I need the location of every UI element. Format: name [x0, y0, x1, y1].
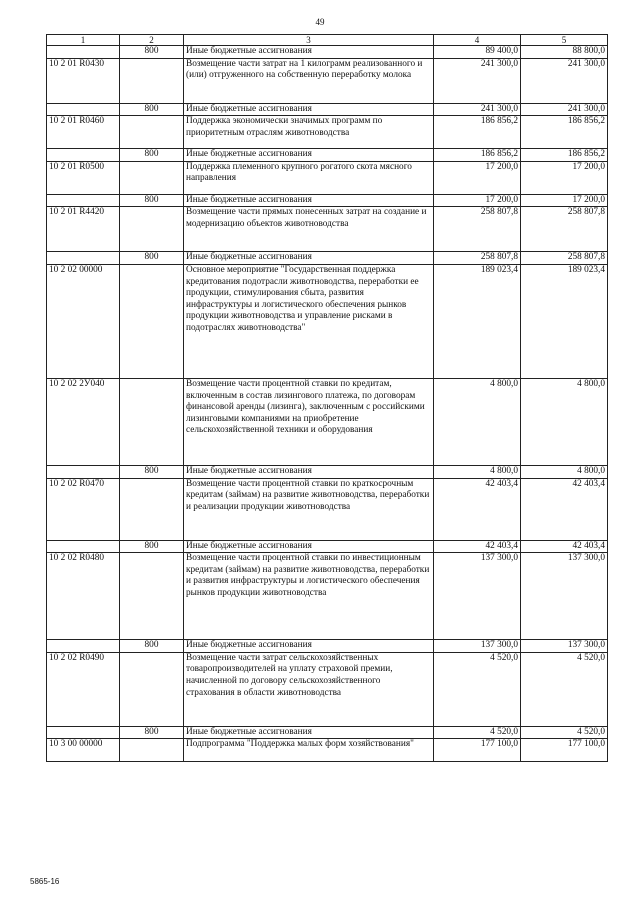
- amount-col4-cell: 189 023,4: [434, 264, 521, 378]
- amount-col4-cell: 137 300,0: [434, 640, 521, 653]
- expense-type-cell: [120, 58, 184, 103]
- name-cell: Подпрограмма "Поддержка малых форм хозяйствования": [184, 739, 434, 762]
- name-cell: Иные бюджетные ассигнования: [184, 46, 434, 59]
- amount-col4-cell: 4 520,0: [434, 726, 521, 739]
- name-cell: Иные бюджетные ассигнования: [184, 640, 434, 653]
- name-cell: Возмещение части затрат сельскохозяйственных товаропроизводителей на уплату страховой премии, начисленной по договору сельскохозяйственного страхования в области животноводства: [184, 652, 434, 726]
- column-header-1: 1: [47, 35, 120, 46]
- amount-col4-cell: 186 856,2: [434, 149, 521, 162]
- amount-col5-cell: 88 800,0: [521, 46, 608, 59]
- code-cell: [47, 726, 120, 739]
- name-cell: Возмещение части затрат на 1 килограмм реализованного и (или) отгруженного на собственную переработку молока: [184, 58, 434, 103]
- name-cell: Возмещение части прямых понесенных затрат на создание и модернизацию объектов животноводства: [184, 207, 434, 252]
- amount-col5-cell: 241 300,0: [521, 103, 608, 116]
- code-cell: [47, 46, 120, 59]
- code-cell: 10 2 02 R0470: [47, 478, 120, 540]
- code-cell: [47, 103, 120, 116]
- name-cell: Возмещение части процентной ставки по кредитам, включенным в состав лизингового платежа, по договорам финансовой аренды (лизинга), заключенным с российскими лизинговыми компаниями на приобретение сельскохозяйственной техники и оборудования: [184, 378, 434, 465]
- code-cell: [47, 252, 120, 265]
- table-row: [47, 46, 608, 59]
- expense-type-cell: [120, 161, 184, 194]
- amount-col5-cell: 4 520,0: [521, 726, 608, 739]
- amount-col4-cell: 258 807,8: [434, 252, 521, 265]
- table-row: [47, 264, 608, 378]
- amount-col4-cell: 4 800,0: [434, 378, 521, 465]
- table-row: [47, 540, 608, 553]
- code-cell: 10 2 02 R0490: [47, 652, 120, 726]
- table-row: [47, 103, 608, 116]
- code-cell: 10 2 01 R0430: [47, 58, 120, 103]
- name-cell: Иные бюджетные ассигнования: [184, 540, 434, 553]
- table-row: [47, 739, 608, 762]
- expense-type-cell: [120, 478, 184, 540]
- table-row: [47, 652, 608, 726]
- code-cell: 10 2 02 R0480: [47, 553, 120, 640]
- amount-col5-cell: 17 200,0: [521, 194, 608, 207]
- amount-col4-cell: 4 800,0: [434, 465, 521, 478]
- amount-col4-cell: 17 200,0: [434, 194, 521, 207]
- amount-col5-cell: 177 100,0: [521, 739, 608, 762]
- amount-col4-cell: 241 300,0: [434, 58, 521, 103]
- code-cell: [47, 465, 120, 478]
- expense-type-cell: 800: [120, 540, 184, 553]
- code-cell: [47, 540, 120, 553]
- amount-col5-cell: 17 200,0: [521, 161, 608, 194]
- expense-type-cell: 800: [120, 103, 184, 116]
- table-row: [47, 161, 608, 194]
- amount-col5-cell: 258 807,8: [521, 252, 608, 265]
- amount-col5-cell: 186 856,2: [521, 149, 608, 162]
- name-cell: Возмещение части процентной ставки по инвестиционным кредитам (займам) на развитие животноводства, переработки и развития инфраструктуры и логистического обеспечения рынков продукции животноводства: [184, 553, 434, 640]
- amount-col4-cell: 42 403,4: [434, 540, 521, 553]
- column-header-4: 4: [434, 35, 521, 46]
- column-header-5: 5: [521, 35, 608, 46]
- code-cell: 10 3 00 00000: [47, 739, 120, 762]
- amount-col4-cell: 241 300,0: [434, 103, 521, 116]
- name-cell: Иные бюджетные ассигнования: [184, 194, 434, 207]
- table-row: [47, 378, 608, 465]
- code-cell: 10 2 01 R0500: [47, 161, 120, 194]
- name-cell: Поддержка экономически значимых программ по приоритетным отраслям животноводства: [184, 116, 434, 149]
- amount-col5-cell: 4 520,0: [521, 652, 608, 726]
- column-header-2: 2: [120, 35, 184, 46]
- column-header-3: 3: [184, 35, 434, 46]
- code-cell: 10 2 02 2У040: [47, 378, 120, 465]
- amount-col5-cell: 42 403,4: [521, 540, 608, 553]
- expense-type-cell: 800: [120, 640, 184, 653]
- amount-col5-cell: 42 403,4: [521, 478, 608, 540]
- table-row: [47, 553, 608, 640]
- expense-type-cell: 800: [120, 252, 184, 265]
- amount-col4-cell: 4 520,0: [434, 652, 521, 726]
- amount-col5-cell: 4 800,0: [521, 378, 608, 465]
- expense-type-cell: [120, 116, 184, 149]
- code-cell: [47, 640, 120, 653]
- name-cell: Поддержка племенного крупного рогатого скота мясного направления: [184, 161, 434, 194]
- expense-type-cell: [120, 207, 184, 252]
- amount-col5-cell: 186 856,2: [521, 116, 608, 149]
- header-row: [47, 35, 608, 46]
- amount-col5-cell: 241 300,0: [521, 58, 608, 103]
- amount-col4-cell: 186 856,2: [434, 116, 521, 149]
- amount-col5-cell: 189 023,4: [521, 264, 608, 378]
- name-cell: Иные бюджетные ассигнования: [184, 726, 434, 739]
- code-cell: 10 2 01 R0460: [47, 116, 120, 149]
- code-cell: 10 2 01 R4420: [47, 207, 120, 252]
- amount-col5-cell: 4 800,0: [521, 465, 608, 478]
- table-row: [47, 465, 608, 478]
- table-row: [47, 58, 608, 103]
- table-row: [47, 252, 608, 265]
- amount-col5-cell: 137 300,0: [521, 640, 608, 653]
- expense-type-cell: [120, 652, 184, 726]
- footer-code: 5865-16: [30, 877, 60, 886]
- table-body: [47, 46, 608, 762]
- amount-col4-cell: 137 300,0: [434, 553, 521, 640]
- amount-col4-cell: 17 200,0: [434, 161, 521, 194]
- expense-type-cell: [120, 553, 184, 640]
- expense-type-cell: 800: [120, 46, 184, 59]
- table-row: [47, 207, 608, 252]
- table-row: [47, 478, 608, 540]
- table-row: [47, 194, 608, 207]
- code-cell: 10 2 02 00000: [47, 264, 120, 378]
- amount-col5-cell: 258 807,8: [521, 207, 608, 252]
- amount-col4-cell: 177 100,0: [434, 739, 521, 762]
- name-cell: Иные бюджетные ассигнования: [184, 103, 434, 116]
- code-cell: [47, 149, 120, 162]
- page-number: 49: [315, 17, 325, 27]
- expense-type-cell: 800: [120, 194, 184, 207]
- amount-col4-cell: 258 807,8: [434, 207, 521, 252]
- table-row: [47, 116, 608, 149]
- table-row: [47, 640, 608, 653]
- amount-col4-cell: 89 400,0: [434, 46, 521, 59]
- budget-table: [46, 34, 608, 762]
- code-cell: [47, 194, 120, 207]
- name-cell: Основное мероприятие "Государственная поддержка кредитования подотрасли животноводства, переработки ее продукции, стимулирования сбыта, развития инфраструктуры и логистического обеспечения рынков продукции животноводства и управление рисками в подотраслях животноводства": [184, 264, 434, 378]
- expense-type-cell: 800: [120, 149, 184, 162]
- name-cell: Иные бюджетные ассигнования: [184, 252, 434, 265]
- amount-col4-cell: 42 403,4: [434, 478, 521, 540]
- name-cell: Иные бюджетные ассигнования: [184, 465, 434, 478]
- table-row: [47, 149, 608, 162]
- expense-type-cell: 800: [120, 465, 184, 478]
- name-cell: Возмещение части процентной ставки по краткосрочным кредитам (займам) на развитие животноводства, переработки и реализации продукции животноводства: [184, 478, 434, 540]
- expense-type-cell: 800: [120, 726, 184, 739]
- expense-type-cell: [120, 739, 184, 762]
- name-cell: Иные бюджетные ассигнования: [184, 149, 434, 162]
- expense-type-cell: [120, 378, 184, 465]
- expense-type-cell: [120, 264, 184, 378]
- amount-col5-cell: 137 300,0: [521, 553, 608, 640]
- table-row: [47, 726, 608, 739]
